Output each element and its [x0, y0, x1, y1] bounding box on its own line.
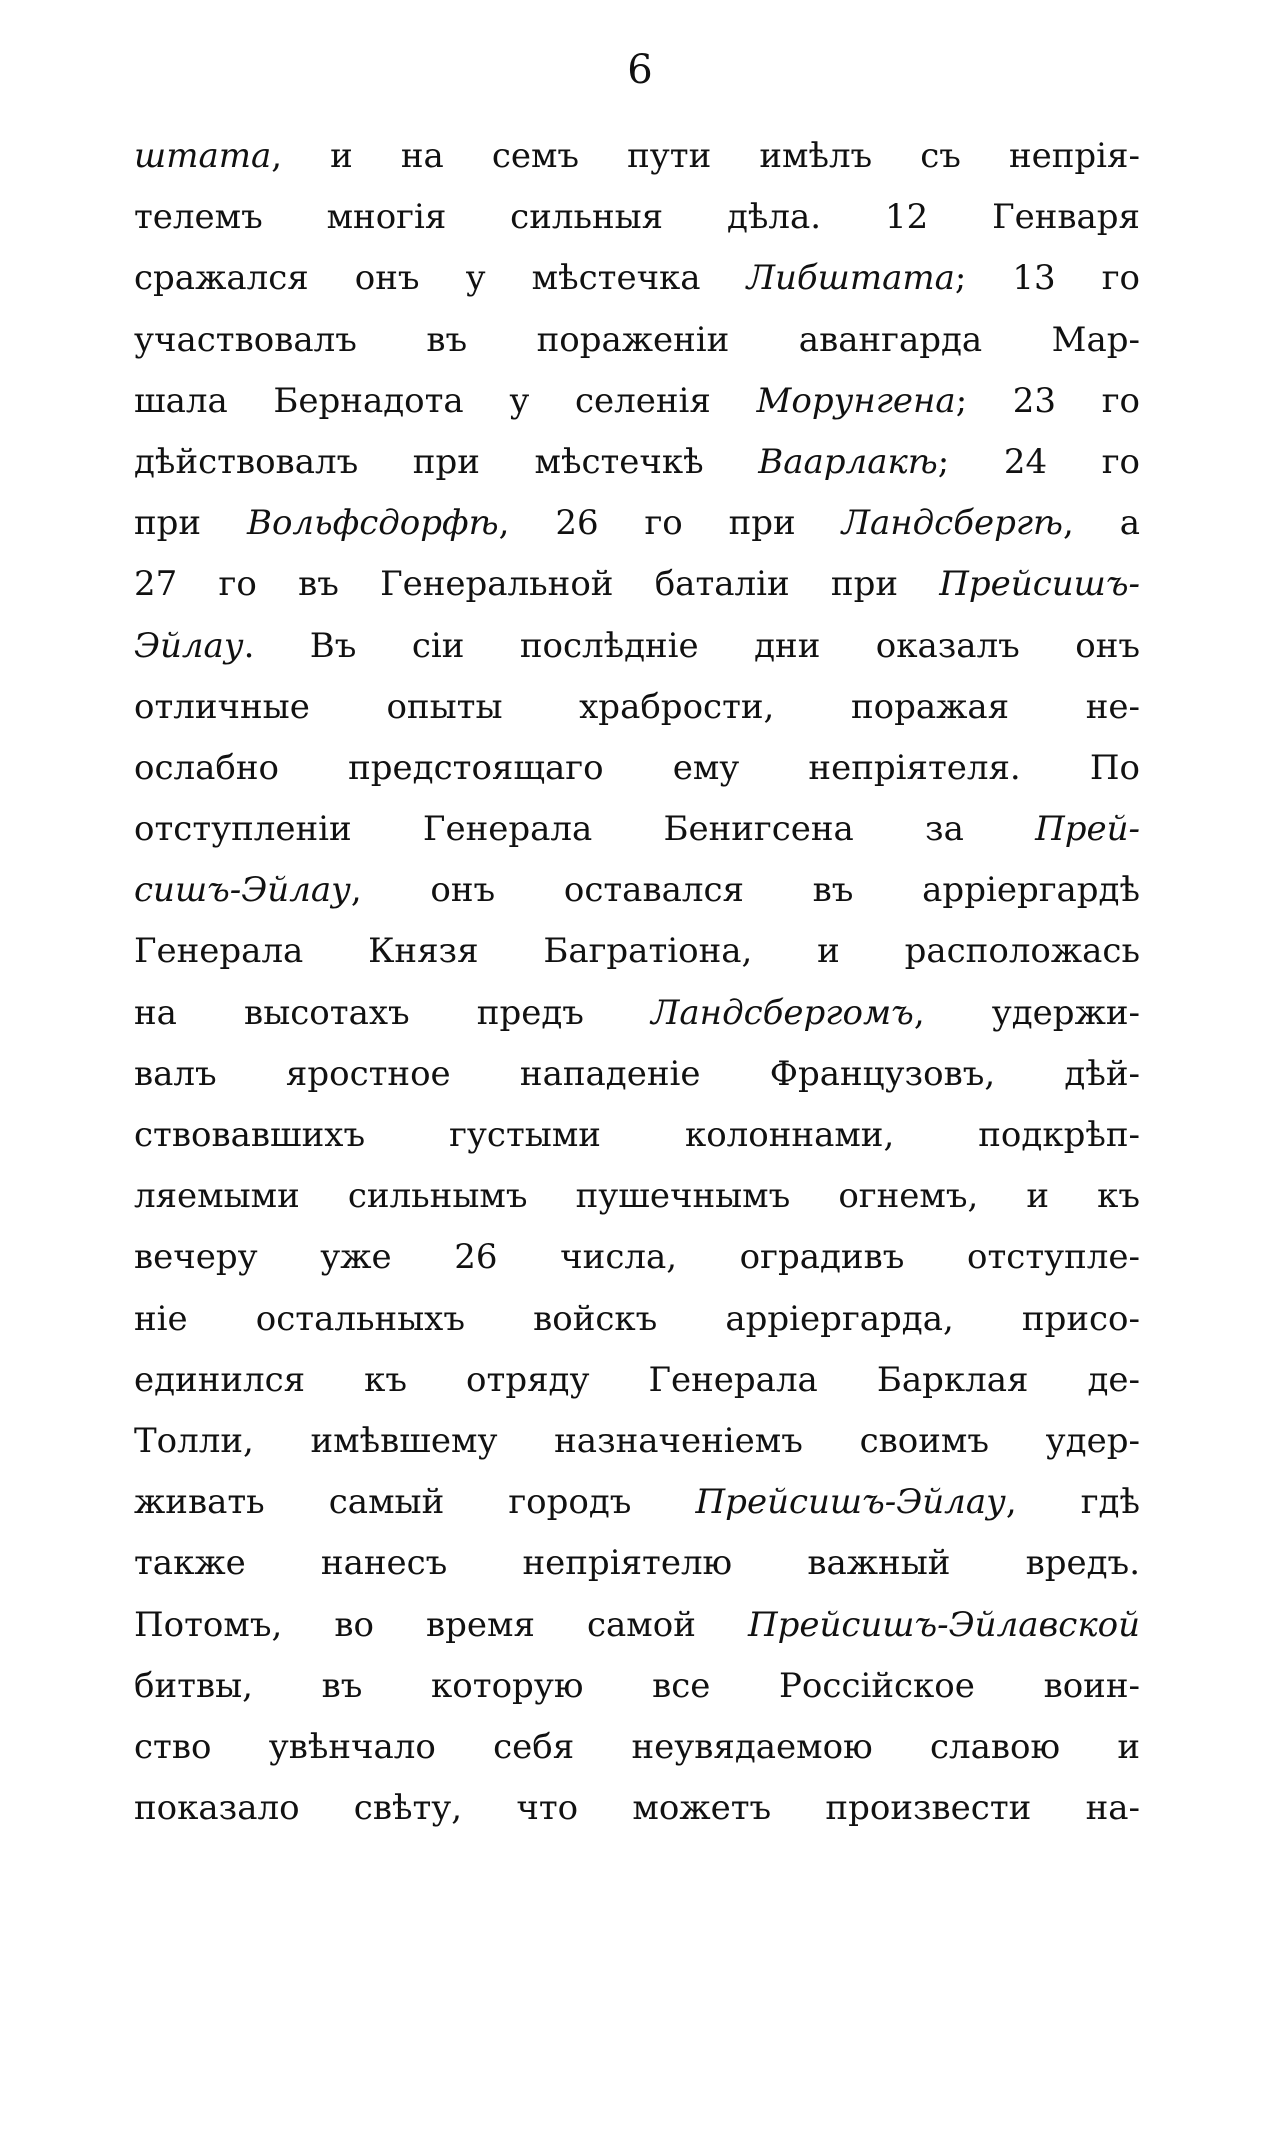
text-line	[134, 1533, 1140, 1594]
text-segment: , онъ оставался въ арріергардѣ	[350, 870, 1140, 911]
text-line	[134, 371, 1140, 432]
text-line	[134, 1166, 1140, 1227]
text-line	[134, 1044, 1140, 1105]
italic-text: Ландсбергомъ	[651, 992, 914, 1033]
text-line	[134, 1411, 1140, 1472]
text-line	[134, 738, 1140, 799]
text-segment: также нанесъ непріятелю важный вредъ.	[134, 1543, 1140, 1584]
text-line	[134, 860, 1140, 921]
text-line	[134, 1717, 1140, 1778]
text-line	[134, 677, 1140, 738]
italic-text: Ландсбергѣ	[841, 503, 1064, 544]
text-line	[134, 1105, 1140, 1166]
text-segment: , гдѣ	[1005, 1482, 1140, 1523]
text-segment: ляемыми сильнымъ пушечнымъ огнемъ, и къ	[134, 1176, 1140, 1217]
text-segment: сражался онъ у мѣстечка	[134, 258, 747, 299]
text-segment: , и на семъ пути имѣлъ съ непрія-	[271, 136, 1140, 176]
text-segment: Толли, имѣвшему назначеніемъ своимъ удер-	[134, 1420, 1140, 1461]
text-segment: Потомъ, во время самой	[134, 1604, 748, 1645]
italic-text: Прейсишъ-	[939, 564, 1140, 605]
text-segment: ство увѣнчало себя неувядаемою славою и	[134, 1726, 1140, 1767]
italic-text: сишъ-Эйлау	[134, 870, 351, 911]
text-line	[134, 310, 1140, 371]
text-line	[134, 1472, 1140, 1533]
text-line	[134, 1289, 1140, 1350]
text-segment: единился къ отряду Генерала Барклая де-	[134, 1359, 1140, 1400]
text-line	[134, 1778, 1140, 1839]
text-line	[134, 799, 1140, 860]
text-line	[134, 126, 1140, 187]
text-segment: , удержи-	[913, 992, 1140, 1033]
italic-text: Эйлау	[134, 625, 244, 666]
text-segment: ствовавшихъ густыми колоннами, подкрѣп-	[134, 1115, 1140, 1155]
text-line	[134, 1227, 1140, 1288]
body-text	[134, 126, 1140, 1839]
italic-text: Ваарлакѣ	[758, 441, 938, 482]
text-segment: при	[134, 503, 247, 544]
text-segment: , а	[1063, 503, 1140, 544]
text-segment: участвовалъ въ пораженіи авангарда Мар-	[134, 319, 1140, 360]
text-line	[134, 554, 1140, 615]
text-line	[134, 983, 1140, 1044]
text-segment: битвы, въ которую все Россійское воин-	[134, 1665, 1140, 1706]
text-line	[134, 1595, 1140, 1656]
italic-text: Прейсишъ-Эйлавской	[747, 1604, 1140, 1645]
text-segment: , 26 го при	[498, 503, 842, 544]
text-segment: ; 24 го	[937, 441, 1140, 482]
text-segment: Генерала Князя Багратіона, и расположась	[134, 931, 1140, 972]
text-line	[134, 432, 1140, 493]
text-segment: на высотахъ предъ	[134, 992, 652, 1033]
text-segment: 27 го въ Генеральной баталіи при	[134, 564, 940, 605]
page-number: 6	[627, 47, 653, 93]
text-segment: показало свѣту, что можетъ произвести на-	[134, 1788, 1140, 1829]
text-segment: ніе остальныхъ войскъ арріергарда, присо-	[134, 1298, 1140, 1339]
text-segment: валъ яростное нападеніе Французовъ, дѣй-	[134, 1053, 1140, 1094]
text-line	[134, 921, 1140, 982]
text-segment: телемъ многія сильныя дѣла. 12 Генваря	[134, 197, 1140, 238]
italic-text: Морунгена	[756, 380, 956, 421]
text-line	[134, 1656, 1140, 1717]
text-segment: отличные опыты храбрости, поражая не-	[134, 686, 1140, 727]
italic-text: Прей-	[1035, 809, 1140, 850]
text-line	[134, 616, 1140, 677]
text-segment: ; 23 го	[955, 380, 1140, 421]
text-segment: . Въ сіи послѣдніе дни оказалъ онъ	[243, 625, 1140, 666]
text-line	[134, 187, 1140, 248]
text-segment: ; 13 го	[954, 258, 1140, 299]
text-segment: дѣйствовалъ при мѣстечкѣ	[134, 441, 759, 482]
italic-text: штата	[134, 136, 272, 176]
text-segment: отступленіи Генерала Бенигсена за	[134, 809, 1036, 850]
italic-text: Вольфсдорфѣ	[246, 503, 499, 544]
text-segment: живать самый городъ	[134, 1482, 696, 1523]
text-segment: вечеру уже 26 числа, оградивъ отступле-	[134, 1237, 1140, 1278]
text-segment: шала Бернадота у селенія	[134, 380, 757, 421]
text-line	[134, 1350, 1140, 1411]
italic-text: Либштата	[746, 258, 955, 299]
text-segment: ослабно предстоящаго ему непріятеля. По	[134, 747, 1140, 788]
text-line	[134, 248, 1140, 309]
text-line	[134, 493, 1140, 554]
italic-text: Прейсишъ-Эйлау	[695, 1482, 1006, 1523]
